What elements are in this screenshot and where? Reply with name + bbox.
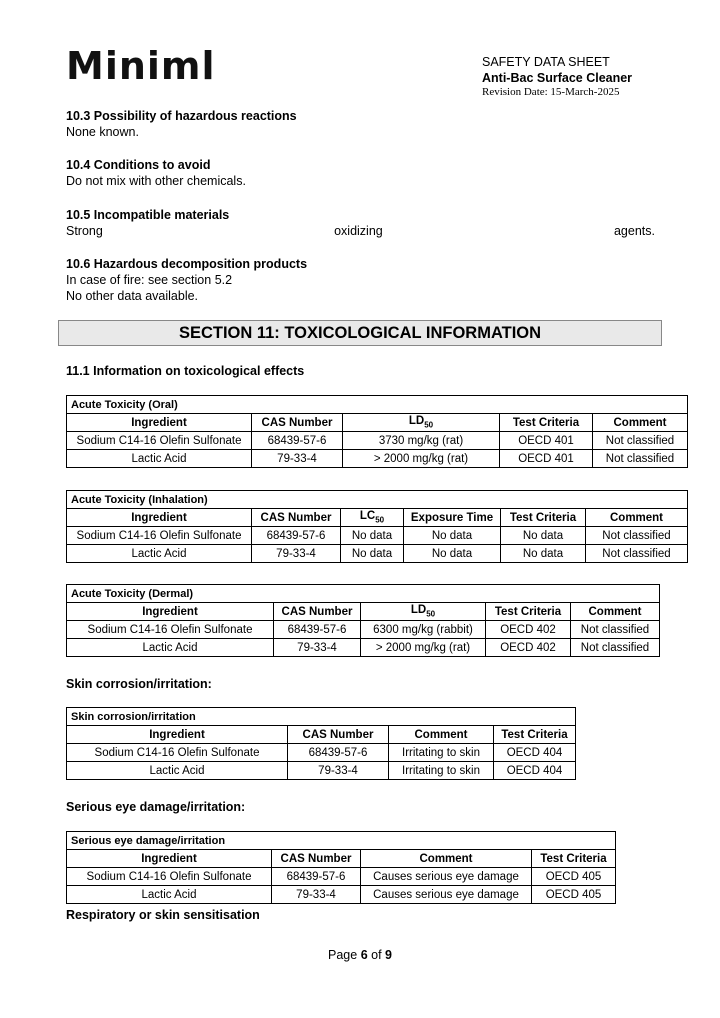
- cell: Sodium C14-16 Olefin Sulfonate: [67, 527, 252, 545]
- col-header: Test Criteria: [494, 726, 576, 744]
- cell: 79-33-4: [274, 639, 361, 657]
- table-dermal: [66, 584, 660, 657]
- cell: No data: [341, 527, 404, 545]
- table-row: [67, 432, 688, 450]
- table-skin: [66, 707, 576, 780]
- lc: LC: [359, 510, 376, 523]
- text-10-3: None known.: [66, 125, 139, 139]
- col-header: CAS Number: [274, 603, 361, 621]
- cell: OECD 401: [500, 432, 593, 450]
- col-header: Comment: [593, 414, 688, 432]
- cell: OECD 402: [486, 621, 571, 639]
- cell: Lactic Acid: [67, 639, 274, 657]
- cell: OECD 405: [532, 868, 616, 886]
- eye-heading: Serious eye damage/irritation:: [66, 800, 246, 814]
- page-total: 9: [385, 948, 392, 962]
- heading-10-6: 10.6 Hazardous decomposition products: [66, 257, 308, 271]
- cell: Sodium C14-16 Olefin Sulfonate: [67, 744, 288, 762]
- section-10-6: [66, 256, 307, 304]
- heading-10-4: 10.4 Conditions to avoid: [66, 158, 211, 172]
- subscript: 50: [424, 420, 434, 430]
- cell: 68439-57-6: [274, 621, 361, 639]
- text-10-4: Do not mix with other chemicals.: [66, 174, 246, 188]
- col-header: Ingredient: [67, 509, 252, 527]
- word: Strong: [66, 224, 103, 238]
- col-header: CAS Number: [272, 850, 361, 868]
- cell: Irritating to skin: [389, 762, 494, 780]
- col-header: Ingredient: [67, 603, 274, 621]
- subscript: 50: [426, 609, 436, 619]
- col-header: Ingredient: [67, 850, 272, 868]
- page-word: Page: [328, 948, 358, 962]
- revision-date: Revision Date: 15-March-2025: [482, 86, 620, 99]
- cell: Not classified: [586, 527, 688, 545]
- table-row: [67, 621, 660, 639]
- col-header: [341, 509, 404, 527]
- of-word: of: [371, 948, 382, 962]
- cell: Causes serious eye damage: [361, 868, 532, 886]
- cell: 79-33-4: [252, 450, 343, 468]
- cell: Sodium C14-16 Olefin Sulfonate: [67, 868, 272, 886]
- col-header: [343, 414, 500, 432]
- cell: Not classified: [593, 450, 688, 468]
- word: oxidizing: [334, 224, 383, 238]
- col-header: [361, 603, 486, 621]
- cell: 68439-57-6: [252, 527, 341, 545]
- table-row: [67, 762, 576, 780]
- cell: Not classified: [571, 621, 660, 639]
- col-header: CAS Number: [288, 726, 389, 744]
- word: agents.: [613, 224, 655, 238]
- cell: 79-33-4: [272, 886, 361, 904]
- table-row: [67, 868, 616, 886]
- cell: Irritating to skin: [389, 744, 494, 762]
- subsection-11-1: 11.1 Information on toxicological effects: [66, 364, 305, 378]
- table-row: [67, 744, 576, 762]
- cell: > 2000 mg/kg (rat): [343, 450, 500, 468]
- cell: OECD 401: [500, 450, 593, 468]
- product-name: Anti-Bac Surface Cleaner: [482, 70, 633, 85]
- table-eye: [66, 831, 616, 904]
- col-header: Comment: [571, 603, 660, 621]
- skin-heading: Skin corrosion/irritation:: [66, 677, 212, 691]
- col-header: CAS Number: [252, 414, 343, 432]
- cell: Not classified: [571, 639, 660, 657]
- cell: No data: [404, 545, 501, 563]
- cell: Causes serious eye damage: [361, 886, 532, 904]
- col-header: Ingredient: [67, 726, 288, 744]
- col-header: Test Criteria: [500, 414, 593, 432]
- col-header: Comment: [586, 509, 688, 527]
- cell: 68439-57-6: [272, 868, 361, 886]
- document-header: [482, 55, 632, 100]
- cell: No data: [404, 527, 501, 545]
- cell: Lactic Acid: [67, 886, 272, 904]
- col-header: Test Criteria: [486, 603, 571, 621]
- cell: No data: [501, 527, 586, 545]
- cell: 3730 mg/kg (rat): [343, 432, 500, 450]
- cell: 79-33-4: [288, 762, 389, 780]
- cell: Sodium C14-16 Olefin Sulfonate: [67, 621, 274, 639]
- resp-heading: Respiratory or skin sensitisation: [66, 908, 260, 922]
- table-row: [67, 639, 660, 657]
- cell: Not classified: [586, 545, 688, 563]
- col-header: Comment: [389, 726, 494, 744]
- page-number: 6: [360, 948, 368, 962]
- caption: Serious eye damage/irritation: [67, 832, 616, 850]
- table-inhalation: [66, 490, 688, 563]
- cell: 68439-57-6: [288, 744, 389, 762]
- subscript: 50: [375, 515, 385, 525]
- cell: No data: [501, 545, 586, 563]
- cell: OECD 402: [486, 639, 571, 657]
- col-header: Test Criteria: [532, 850, 616, 868]
- page-footer: [0, 948, 720, 962]
- caption: Acute Toxicity (Inhalation): [67, 491, 688, 509]
- col-header: Comment: [361, 850, 532, 868]
- section-10-4: [66, 157, 246, 189]
- table-row: [67, 450, 688, 468]
- section-10-5: [66, 207, 655, 239]
- caption: Acute Toxicity (Oral): [67, 396, 688, 414]
- table-oral: [66, 395, 688, 468]
- col-header: Ingredient: [67, 414, 252, 432]
- cell: Sodium C14-16 Olefin Sulfonate: [67, 432, 252, 450]
- cell: OECD 405: [532, 886, 616, 904]
- table-row: [67, 545, 688, 563]
- cell: Lactic Acid: [67, 450, 252, 468]
- cell: 6300 mg/kg (rabbit): [361, 621, 486, 639]
- section-10-3: [66, 108, 297, 140]
- cell: OECD 404: [494, 762, 576, 780]
- brand-logo: Miniml: [66, 44, 216, 88]
- cell: 79-33-4: [252, 545, 341, 563]
- cell: Not classified: [593, 432, 688, 450]
- col-header: CAS Number: [252, 509, 341, 527]
- cell: OECD 404: [494, 744, 576, 762]
- heading-10-5: 10.5 Incompatible materials: [66, 208, 230, 222]
- text-10-6a: In case of fire: see section 5.2: [66, 273, 233, 287]
- cell: Lactic Acid: [67, 545, 252, 563]
- col-header: Test Criteria: [501, 509, 586, 527]
- cell: No data: [341, 545, 404, 563]
- cell: > 2000 mg/kg (rat): [361, 639, 486, 657]
- ld: LD: [410, 604, 427, 617]
- doc-type: SAFETY DATA SHEET: [482, 55, 610, 69]
- caption: Acute Toxicity (Dermal): [67, 585, 660, 603]
- cell: Lactic Acid: [67, 762, 288, 780]
- table-row: [67, 886, 616, 904]
- section-11-title: SECTION 11: TOXICOLOGICAL INFORMATION: [58, 320, 662, 346]
- ld: LD: [408, 415, 425, 428]
- caption: Skin corrosion/irritation: [67, 708, 576, 726]
- text-10-5: [66, 223, 655, 239]
- table-row: [67, 527, 688, 545]
- col-header: Exposure Time: [404, 509, 501, 527]
- text-10-6b: No other data available.: [66, 289, 199, 303]
- cell: 68439-57-6: [252, 432, 343, 450]
- heading-10-3: 10.3 Possibility of hazardous reactions: [66, 109, 297, 123]
